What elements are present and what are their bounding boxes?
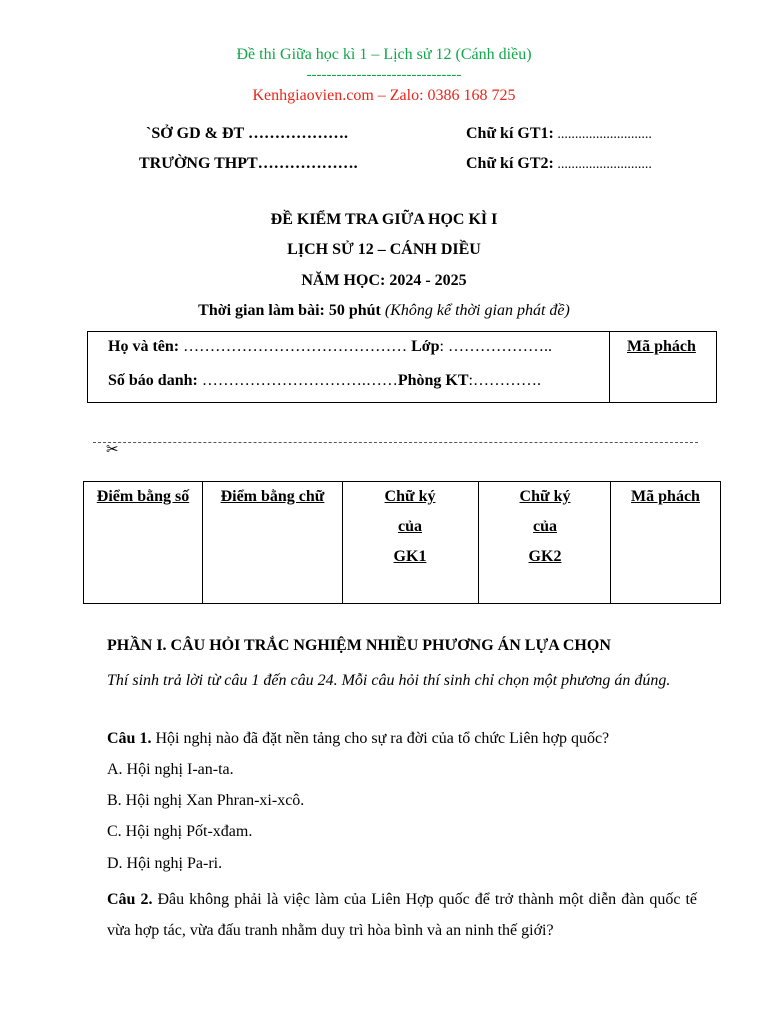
part1-instruction: Thí sinh trả lời từ câu 1 đến câu 24. Mỗi câu hỏi thí sinh chỉ chọn một phương án đúng. <box>107 672 671 689</box>
exam-time-note: (Không kể thời gian phát đề) <box>384 302 570 319</box>
q1-label: Câu 1. <box>107 730 152 747</box>
student-box-divider <box>609 332 610 402</box>
sbd-dots: ………………………….…… <box>197 372 398 389</box>
student-info-box <box>87 331 717 403</box>
class-dots: : ……………….. <box>439 338 552 355</box>
exam-time <box>0 302 768 320</box>
class-label: Lớp <box>411 338 440 355</box>
part1-heading: PHẦN I. CÂU HỎI TRẮC NGHIỆM NHIỀU PHƯƠNG ÁN LỰA CHỌN <box>107 637 611 654</box>
room-label: Phòng KT <box>397 372 469 389</box>
header-score-number: Điểm bằng số <box>96 488 190 505</box>
banner-separator: ------------------------------- <box>306 67 462 83</box>
exam-year: NĂM HỌC: 2024 - 2025 <box>301 272 467 289</box>
q1-option-a: A. Hội nghị I-an-ta. <box>107 761 234 778</box>
sbd-label: Số báo danh: <box>108 372 198 389</box>
exam-subject: LỊCH SỬ 12 – CÁNH DIỀU <box>287 241 481 258</box>
cut-line <box>93 442 698 443</box>
q2-text: Đâu không phải là việc làm của Liên Hợp quốc để trở thành một diễn đàn quốc tế vừa hợp tác, vừa đấu tranh nhằm duy trì hòa bình và an ninh thế giới? <box>107 891 698 939</box>
gt2-dots: ........................... <box>553 157 652 172</box>
name-label: Họ và tên: <box>108 338 180 355</box>
table-divider <box>478 482 479 603</box>
q1-option-d: D. Hội nghị Pa-ri. <box>107 855 223 872</box>
banner-title: Đề thi Giữa học kì 1 – Lịch sử 12 (Cánh diều) <box>236 46 532 63</box>
gt2-signature <box>466 155 652 173</box>
name-dots: …………………………………… <box>179 338 412 355</box>
q2-label: Câu 2. <box>107 891 153 908</box>
dept-line: `SỞ GD & ĐT ………………. <box>146 125 348 142</box>
q1-option-b: B. Hội nghị Xan Phran-xi-xcô. <box>107 792 305 809</box>
gt2-label: Chữ kí GT2: <box>466 155 554 172</box>
gt1-label: Chữ kí GT1: <box>466 125 554 142</box>
question-2 <box>107 884 697 946</box>
header-code: Mã phách <box>631 488 700 505</box>
header-score-words: Điểm bằng chữ <box>220 488 325 505</box>
banner-contact: Kenhgiaovien.com – Zalo: 0386 168 725 <box>252 87 516 104</box>
gt1-signature <box>466 125 652 143</box>
name-field[interactable] <box>108 338 552 356</box>
gt1-dots: ........................... <box>553 127 652 142</box>
q1-option-c: C. Hội nghị Pốt-xđam. <box>107 823 253 840</box>
exam-time-label: Thời gian làm bài: 50 phút <box>198 302 381 319</box>
table-divider <box>342 482 343 603</box>
q1-text: Hội nghị nào đã đặt nền tảng cho sự ra đời của tổ chức Liên hợp quốc? <box>151 730 610 747</box>
room-dots: :…………. <box>468 372 541 389</box>
score-table <box>83 481 721 604</box>
scissors-icon: ✂ <box>106 440 119 458</box>
exam-title: ĐỀ KIỂM TRA GIỮA HỌC KÌ I <box>270 211 498 228</box>
header-gk2-signature: Chữ ký của GK2 <box>519 488 571 565</box>
school-line: TRƯỜNG THPT………………. <box>139 155 358 172</box>
question-1 <box>107 730 697 748</box>
sbd-field[interactable] <box>108 372 541 390</box>
header-gk1-signature: Chữ ký của GK1 <box>384 488 436 565</box>
code-label: Mã phách <box>627 338 696 355</box>
